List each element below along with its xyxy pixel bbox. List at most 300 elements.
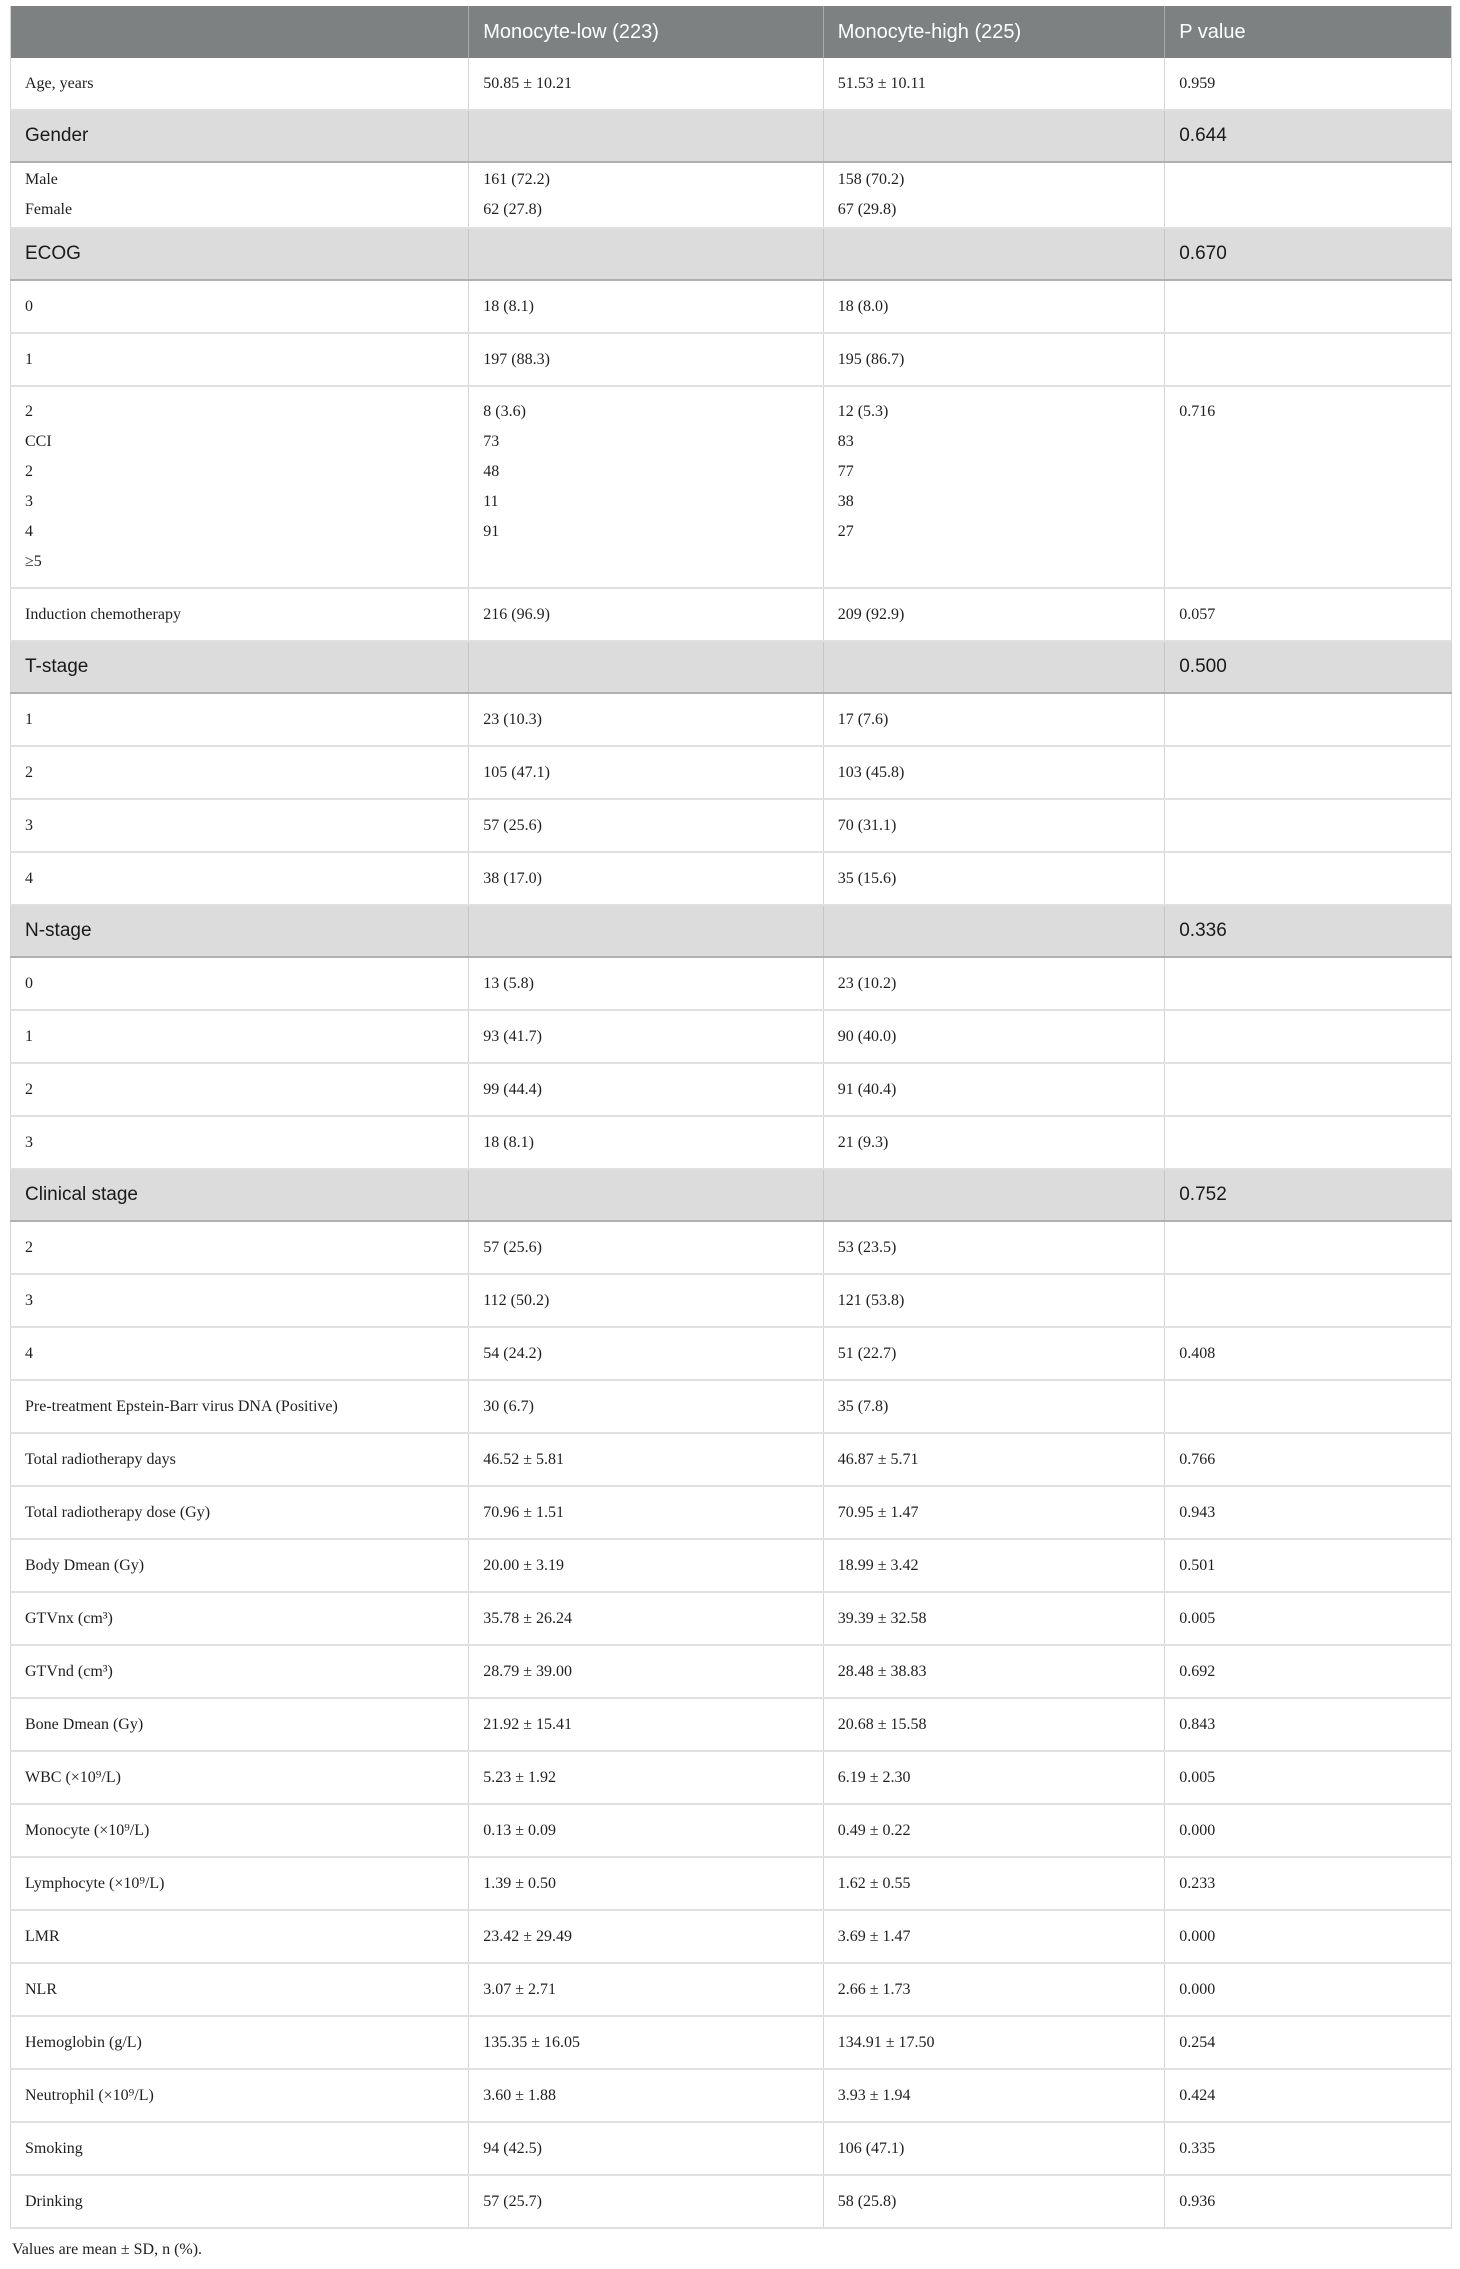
- monocyte-high-cell: [823, 1645, 1165, 1698]
- table-row: [11, 1010, 1452, 1063]
- cell-text: 91 (40.4): [837, 1080, 897, 1098]
- cell-text: 35 (15.6): [837, 869, 897, 887]
- cell-text: CCI: [25, 433, 52, 450]
- monocyte-high-cell: [823, 1857, 1165, 1910]
- cell-text: 0.057: [1179, 605, 1216, 623]
- row-label-cell: [11, 386, 469, 588]
- table-row: [11, 1751, 1452, 1804]
- table-row: [11, 1433, 1452, 1486]
- table-row: [11, 386, 1452, 588]
- cell-text: 18 (8.1): [483, 1133, 534, 1151]
- monocyte-high-cell: [823, 1698, 1165, 1751]
- table-row: [11, 1698, 1452, 1751]
- monocyte-low-cell: [469, 693, 823, 746]
- p-value-cell: [1165, 905, 1452, 957]
- row-label-cell: [11, 1592, 469, 1645]
- table-footnote: Values are mean ± SD, n (%).: [12, 2241, 203, 2258]
- monocyte-low-cell: [469, 1804, 823, 1857]
- cell-text: 0.000: [1179, 1980, 1216, 1998]
- cell-text: 57 (25.6): [483, 1238, 542, 1256]
- monocyte-low-cell: [469, 110, 823, 162]
- cell-text: LMR: [25, 1927, 60, 1945]
- p-value-cell: [1165, 333, 1452, 386]
- table-row: [11, 1221, 1452, 1274]
- row-label-cell: [11, 852, 469, 905]
- cell-text: T-stage: [25, 656, 89, 677]
- cell-text: 54 (24.2): [483, 1344, 542, 1362]
- cell-text: Age, years: [25, 74, 94, 92]
- cell-text: 1.62 ± 0.55: [837, 1874, 911, 1892]
- cell-text: 1: [25, 1027, 33, 1045]
- table-row: [11, 693, 1452, 746]
- cell-text: Body Dmean (Gy): [25, 1556, 145, 1574]
- monocyte-high-cell: [823, 905, 1165, 957]
- cell-text: 0.692: [1179, 1662, 1216, 1680]
- cell-text: 134.91 ± 17.50: [837, 2033, 935, 2051]
- row-label-cell: [11, 58, 469, 110]
- section-row: [11, 228, 1452, 280]
- p-value-cell: [1165, 228, 1452, 280]
- table-row: [11, 588, 1452, 641]
- cell-text: 48: [483, 463, 500, 480]
- monocyte-high-cell: [823, 1169, 1165, 1221]
- cell-text: 51 (22.7): [837, 1344, 897, 1362]
- cell-text: 57 (25.6): [483, 816, 542, 834]
- p-value-cell: [1165, 1539, 1452, 1592]
- p-value-cell: [1165, 58, 1452, 110]
- monocyte-low-cell: [469, 1592, 823, 1645]
- cell-text: 0.336: [1179, 920, 1227, 941]
- monocyte-high-cell: [823, 1592, 1165, 1645]
- cell-text: 0.716: [1179, 403, 1216, 420]
- monocyte-low-cell: [469, 2122, 823, 2175]
- monocyte-low-cell: [469, 2175, 823, 2228]
- cell-text: 77: [837, 463, 854, 480]
- row-label-cell: [11, 799, 469, 852]
- cell-text: 18.99 ± 3.42: [837, 1556, 919, 1574]
- monocyte-high-cell: [823, 228, 1165, 280]
- cell-text: 121 (53.8): [837, 1291, 905, 1309]
- monocyte-high-cell: [823, 1963, 1165, 2016]
- cell-text: 1: [25, 710, 33, 728]
- cell-text: 2: [25, 403, 33, 420]
- cell-text: 112 (50.2): [483, 1291, 550, 1309]
- section-row: [11, 110, 1452, 162]
- monocyte-low-cell: [469, 386, 823, 588]
- cell-text: 70 (31.1): [837, 816, 897, 834]
- cell-text: 18 (8.1): [483, 297, 534, 315]
- monocyte-low-cell: [469, 1169, 823, 1221]
- row-label-cell: [11, 1116, 469, 1169]
- cell-text: 0.424: [1179, 2086, 1216, 2104]
- cell-text: 18 (8.0): [837, 297, 889, 315]
- cell-text: 90 (40.0): [837, 1027, 897, 1045]
- table-row: [11, 1645, 1452, 1698]
- monocyte-high-cell: [823, 2069, 1165, 2122]
- monocyte-low-cell: [469, 1274, 823, 1327]
- cell-text: GTVnd (cm³): [25, 1662, 113, 1680]
- p-value-cell: [1165, 852, 1452, 905]
- cell-text: Smoking: [25, 2139, 83, 2157]
- cell-text: 20.00 ± 3.19: [483, 1556, 565, 1574]
- monocyte-low-cell: [469, 746, 823, 799]
- table-row: [11, 852, 1452, 905]
- p-value-cell: [1165, 2122, 1452, 2175]
- monocyte-low-cell: [469, 1751, 823, 1804]
- monocyte-high-cell: [823, 1221, 1165, 1274]
- row-label-cell: [11, 228, 469, 280]
- cell-text: 6.19 ± 2.30: [837, 1768, 911, 1786]
- monocyte-low-cell: [469, 1486, 823, 1539]
- p-value-cell: [1165, 588, 1452, 641]
- cell-text: Neutrophil (×10⁹/L): [25, 2086, 154, 2104]
- p-value-cell: [1165, 1274, 1452, 1327]
- table-row: [11, 1274, 1452, 1327]
- table-row: [11, 1804, 1452, 1857]
- p-value-cell: [1165, 2016, 1452, 2069]
- cell-text: 103 (45.8): [837, 763, 905, 781]
- monocyte-high-cell: [823, 386, 1165, 588]
- p-value-cell: [1165, 1592, 1452, 1645]
- cell-text: 20.68 ± 15.58: [837, 1715, 927, 1733]
- row-label-cell: [11, 1327, 469, 1380]
- cell-text: 0.000: [1179, 1927, 1216, 1945]
- p-value-cell: [1165, 1010, 1452, 1063]
- cell-text: 57 (25.7): [483, 2192, 542, 2210]
- row-label-cell: [11, 905, 469, 957]
- section-row: [11, 641, 1452, 693]
- monocyte-high-cell: [823, 2175, 1165, 2228]
- p-value-cell: [1165, 746, 1452, 799]
- p-value-cell: [1165, 110, 1452, 162]
- monocyte-low-cell: [469, 2016, 823, 2069]
- header-cell-p-value: P value: [1165, 6, 1452, 58]
- monocyte-high-cell: [823, 1327, 1165, 1380]
- cell-text: 2: [25, 763, 33, 781]
- cell-text: 135.35 ± 16.05: [483, 2033, 581, 2051]
- table-row: [11, 957, 1452, 1010]
- cell-text: 3: [25, 493, 33, 510]
- table-row: [11, 746, 1452, 799]
- monocyte-low-cell: [469, 280, 823, 333]
- p-value-cell: [1165, 1645, 1452, 1698]
- cell-text: 0.005: [1179, 1768, 1216, 1786]
- cell-text: 11: [483, 493, 499, 510]
- cell-text: 3: [25, 1133, 33, 1151]
- monocyte-high-cell: [823, 1433, 1165, 1486]
- monocyte-low-cell: [469, 58, 823, 110]
- p-value-cell: [1165, 1804, 1452, 1857]
- monocyte-low-cell: [469, 2069, 823, 2122]
- cell-text: Induction chemotherapy: [25, 605, 181, 623]
- cell-text: 0.943: [1179, 1503, 1216, 1521]
- monocyte-low-cell: [469, 852, 823, 905]
- monocyte-high-cell: [823, 1910, 1165, 1963]
- p-value-cell: [1165, 1169, 1452, 1221]
- table-row: [11, 1539, 1452, 1592]
- row-label-cell: [11, 1910, 469, 1963]
- monocyte-low-cell: [469, 1645, 823, 1698]
- p-value-cell: [1165, 1698, 1452, 1751]
- p-value-cell: [1165, 641, 1452, 693]
- cell-text: 4: [25, 523, 33, 540]
- cell-text: 27: [837, 523, 854, 540]
- cell-text: 0.766: [1179, 1450, 1216, 1468]
- row-label-cell: [11, 280, 469, 333]
- row-label-cell: [11, 588, 469, 641]
- cell-text: GTVnx (cm³): [25, 1609, 113, 1627]
- header-cell-monocyte-low: Monocyte-low (223): [469, 6, 823, 58]
- cell-text: 58 (25.8): [837, 2192, 897, 2210]
- monocyte-high-cell: [823, 588, 1165, 641]
- cell-text: 70.95 ± 1.47: [837, 1503, 919, 1521]
- p-value-cell: [1165, 2069, 1452, 2122]
- table-row: [11, 1592, 1452, 1645]
- row-label-cell: [11, 1539, 469, 1592]
- cell-text: 209 (92.9): [837, 605, 905, 623]
- monocyte-high-cell: [823, 746, 1165, 799]
- p-value-cell: [1165, 1063, 1452, 1116]
- row-label-cell: [11, 2016, 469, 2069]
- cell-text: 91: [483, 523, 500, 540]
- header-cell-monocyte-high: Monocyte-high (225): [823, 6, 1165, 58]
- monocyte-low-cell: [469, 1063, 823, 1116]
- cell-text: 0.936: [1179, 2192, 1216, 2210]
- cell-text: 3.07 ± 2.71: [483, 1980, 557, 1998]
- table-row: [11, 58, 1452, 110]
- table-row: [11, 162, 1452, 228]
- cell-text: 62 (27.8): [483, 201, 542, 218]
- monocyte-high-cell: [823, 852, 1165, 905]
- cell-text: 28.48 ± 38.83: [837, 1662, 927, 1680]
- cell-text: 0.500: [1179, 656, 1227, 677]
- row-label-cell: [11, 746, 469, 799]
- monocyte-high-cell: [823, 641, 1165, 693]
- cell-text: 46.87 ± 5.71: [837, 1450, 919, 1468]
- cell-text: 3.60 ± 1.88: [483, 2086, 557, 2104]
- row-label-cell: [11, 641, 469, 693]
- table-body: [11, 58, 1452, 2228]
- cell-text: 17 (7.6): [837, 710, 889, 728]
- header-row: [11, 6, 1452, 58]
- monocyte-high-cell: [823, 1116, 1165, 1169]
- cell-text: 158 (70.2): [837, 171, 905, 188]
- cell-text: 21.92 ± 15.41: [483, 1715, 573, 1733]
- cell-text: 161 (72.2): [483, 171, 550, 188]
- cell-text: Hemoglobin (g/L): [25, 2033, 142, 2051]
- monocyte-high-cell: [823, 333, 1165, 386]
- cell-text: 30 (6.7): [483, 1397, 534, 1415]
- cell-text: 216 (96.9): [483, 605, 550, 623]
- cell-text: 0.005: [1179, 1609, 1216, 1627]
- p-value-cell: [1165, 1963, 1452, 2016]
- p-value-cell: [1165, 1857, 1452, 1910]
- monocyte-low-cell: [469, 957, 823, 1010]
- row-label-cell: [11, 110, 469, 162]
- monocyte-low-cell: [469, 905, 823, 957]
- monocyte-high-cell: [823, 2122, 1165, 2175]
- cell-text: Gender: [25, 125, 89, 146]
- monocyte-high-cell: [823, 58, 1165, 110]
- section-row: [11, 1169, 1452, 1221]
- cell-text: 1.39 ± 0.50: [483, 1874, 557, 1892]
- monocyte-low-cell: [469, 1116, 823, 1169]
- cell-text: 3: [25, 1291, 33, 1309]
- cell-text: 46.52 ± 5.81: [483, 1450, 565, 1468]
- cell-text: Lymphocyte (×10⁹/L): [25, 1874, 165, 1892]
- cell-text: 73: [483, 433, 500, 450]
- cell-text: Total radiotherapy dose (Gy): [25, 1503, 211, 1521]
- table-row: [11, 2016, 1452, 2069]
- cell-text: 0: [25, 974, 33, 992]
- cell-text: 67 (29.8): [837, 201, 897, 218]
- monocyte-low-cell: [469, 1327, 823, 1380]
- row-label-cell: [11, 162, 469, 228]
- table-row: [11, 2122, 1452, 2175]
- table-row: [11, 280, 1452, 333]
- monocyte-high-cell: [823, 110, 1165, 162]
- row-label-cell: [11, 1274, 469, 1327]
- p-value-cell: [1165, 799, 1452, 852]
- cell-text: 28.79 ± 39.00: [483, 1662, 573, 1680]
- p-value-cell: [1165, 2175, 1452, 2228]
- monocyte-high-cell: [823, 1539, 1165, 1592]
- cell-text: WBC (×10⁹/L): [25, 1768, 121, 1786]
- table-row: [11, 1910, 1452, 1963]
- cell-text: 0: [25, 297, 33, 315]
- p-value-cell: [1165, 1486, 1452, 1539]
- monocyte-low-cell: [469, 1539, 823, 1592]
- row-label-cell: [11, 693, 469, 746]
- cell-text: Monocyte (×10⁹/L): [25, 1821, 150, 1839]
- cell-text: 38: [837, 493, 854, 510]
- table-row: [11, 1857, 1452, 1910]
- cell-text: Bone Dmean (Gy): [25, 1715, 144, 1733]
- p-value-cell: [1165, 1380, 1452, 1433]
- monocyte-high-cell: [823, 1274, 1165, 1327]
- cell-text: 51.53 ± 10.11: [837, 74, 926, 92]
- monocyte-high-cell: [823, 957, 1165, 1010]
- cell-text: 38 (17.0): [483, 869, 542, 887]
- cell-text: 8 (3.6): [483, 403, 526, 420]
- monocyte-low-cell: [469, 1963, 823, 2016]
- row-label-cell: [11, 2175, 469, 2228]
- row-label-cell: [11, 1486, 469, 1539]
- cell-text: 23.42 ± 29.49: [483, 1927, 573, 1945]
- cell-text: 1: [25, 350, 33, 368]
- cell-text: 13 (5.8): [483, 974, 534, 992]
- cell-text: 0.644: [1179, 125, 1227, 146]
- table-row: [11, 1486, 1452, 1539]
- cell-text: 12 (5.3): [837, 403, 889, 420]
- monocyte-low-cell: [469, 1857, 823, 1910]
- p-value-cell: [1165, 162, 1452, 228]
- row-label-cell: [11, 2069, 469, 2122]
- monocyte-high-cell: [823, 1804, 1165, 1857]
- cell-text: Female: [25, 201, 73, 218]
- p-value-cell: [1165, 1433, 1452, 1486]
- cell-text: 39.39 ± 32.58: [837, 1609, 927, 1627]
- monocyte-high-cell: [823, 1063, 1165, 1116]
- header-cell-blank: [11, 6, 469, 58]
- cell-text: 21 (9.3): [837, 1133, 889, 1151]
- monocyte-low-cell: [469, 1910, 823, 1963]
- table-row: [11, 1063, 1452, 1116]
- table-row: [11, 1380, 1452, 1433]
- monocyte-low-cell: [469, 228, 823, 280]
- cell-text: 0.670: [1179, 243, 1227, 264]
- cell-text: 2.66 ± 1.73: [837, 1980, 911, 1998]
- p-value-cell: [1165, 1116, 1452, 1169]
- monocyte-low-cell: [469, 641, 823, 693]
- cell-text: 3: [25, 816, 33, 834]
- row-label-cell: [11, 1169, 469, 1221]
- monocyte-low-cell: [469, 162, 823, 228]
- p-value-cell: [1165, 386, 1452, 588]
- p-value-cell: [1165, 957, 1452, 1010]
- cell-text: N-stage: [25, 920, 92, 941]
- row-label-cell: [11, 1645, 469, 1698]
- row-label-cell: [11, 1433, 469, 1486]
- cell-text: 0.843: [1179, 1715, 1216, 1733]
- cell-text: 0.49 ± 0.22: [837, 1821, 911, 1839]
- cell-text: 0.233: [1179, 1874, 1216, 1892]
- cell-text: 93 (41.7): [483, 1027, 542, 1045]
- cell-text: Drinking: [25, 2192, 83, 2210]
- table-header: [11, 6, 1452, 58]
- cell-text: 2: [25, 1238, 33, 1256]
- row-label-cell: [11, 1857, 469, 1910]
- monocyte-low-cell: [469, 1380, 823, 1433]
- table-row: [11, 2175, 1452, 2228]
- row-label-cell: [11, 333, 469, 386]
- cell-text: Male: [25, 171, 58, 188]
- cell-text: 35.78 ± 26.24: [483, 1609, 573, 1627]
- baseline-characteristics-table: [10, 6, 1452, 2229]
- row-label-cell: [11, 1751, 469, 1804]
- cell-text: 0.000: [1179, 1821, 1216, 1839]
- row-label-cell: [11, 2122, 469, 2175]
- monocyte-low-cell: [469, 799, 823, 852]
- cell-text: 0.959: [1179, 74, 1216, 92]
- monocyte-low-cell: [469, 1433, 823, 1486]
- cell-text: ≥5: [25, 553, 42, 570]
- p-value-cell: [1165, 1910, 1452, 1963]
- cell-text: 2: [25, 1080, 33, 1098]
- row-label-cell: [11, 957, 469, 1010]
- row-label-cell: [11, 1380, 469, 1433]
- cell-text: ECOG: [25, 243, 81, 264]
- monocyte-high-cell: [823, 1751, 1165, 1804]
- table-row: [11, 1963, 1452, 2016]
- p-value-cell: [1165, 280, 1452, 333]
- row-label-cell: [11, 1063, 469, 1116]
- monocyte-high-cell: [823, 693, 1165, 746]
- cell-text: 0.13 ± 0.09: [483, 1821, 557, 1839]
- cell-text: Pre-treatment Epstein-Barr virus DNA (Positive): [25, 1397, 338, 1415]
- monocyte-low-cell: [469, 1698, 823, 1751]
- cell-text: 3.93 ± 1.94: [837, 2086, 911, 2104]
- cell-text: 94 (42.5): [483, 2139, 542, 2157]
- monocyte-high-cell: [823, 799, 1165, 852]
- cell-text: 197 (88.3): [483, 350, 550, 368]
- cell-text: 83: [837, 433, 854, 450]
- cell-text: 4: [25, 869, 33, 887]
- cell-text: 99 (44.4): [483, 1080, 542, 1098]
- row-label-cell: [11, 1010, 469, 1063]
- cell-text: 106 (47.1): [837, 2139, 905, 2157]
- monocyte-high-cell: [823, 1486, 1165, 1539]
